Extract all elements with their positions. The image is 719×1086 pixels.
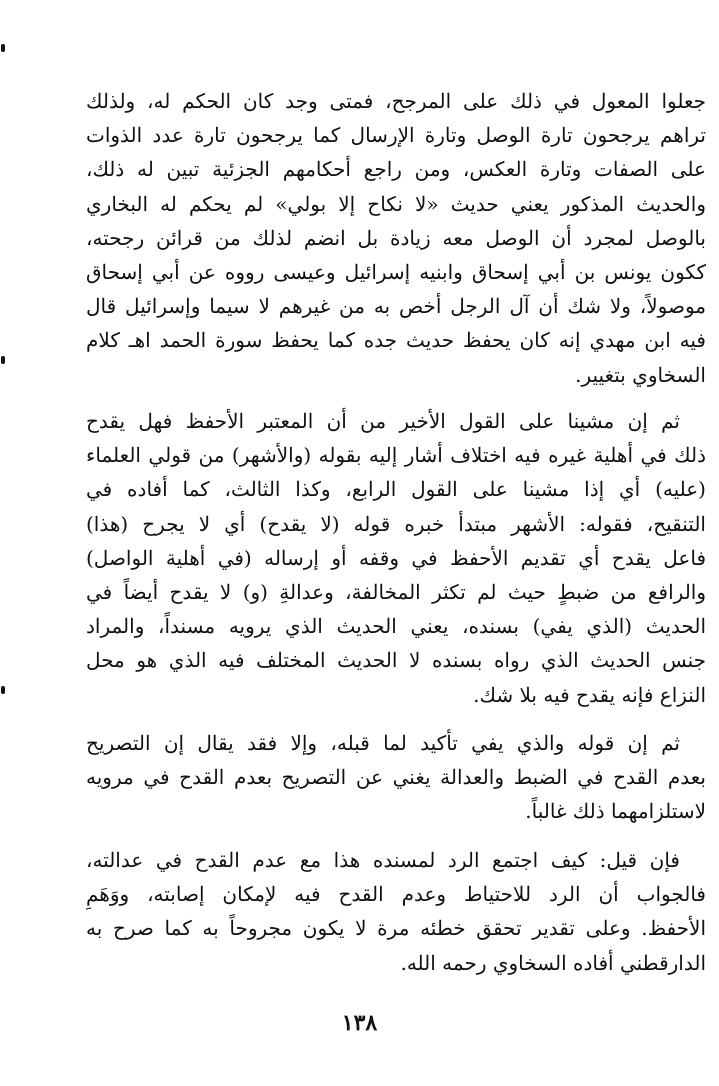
- text-line: (عليه) أي إذا مشينا على القول الرابع، وكذا الثالث، كما أفاده في: [86, 477, 706, 502]
- text-line: بعدم القدح في الضبط والعدالة يغني عن التصريح بعدم القدح في مرويه: [86, 765, 706, 790]
- text-line: بالوصل لمجرد أن الوصل معه زيادة بل انضم لذلك من قرائن رجحته،: [86, 225, 706, 250]
- paragraph-1: [86, 84, 706, 392]
- text-line: على الصفات وتارة العكس، ومن راجع أحكامهم الجزئية تبين له ذلك،: [86, 157, 706, 182]
- text-line: والرافع من ضبطٍ حيث لم تكثر المخالفة، وعدالةِ (و) لا يقدح أيضاً في: [86, 579, 706, 604]
- text-line: موصولاً، ولا شك أن آل الرجل أخص به من غيرهم لا سيما وإسرائيل قال: [86, 294, 706, 319]
- text-line: الدارقطني أفاده السخاوي رحمه الله.: [400, 950, 706, 975]
- margin-mark-lower: [1, 686, 5, 694]
- text-line: فاعل يقدح أي تقديم الأحفظ في وقفه أو إرساله (في أهلية الواصل): [86, 545, 706, 570]
- paragraph-3: [86, 726, 706, 829]
- text-line: النزاع فإنه يقدح فيه بلا شك.: [473, 682, 706, 707]
- text-line: السخاوي بتغيير.: [575, 362, 706, 387]
- text-line: ثم إن قوله والذي يفي تأكيد لما قبله، وإلا فقد يقال إن التصريح: [86, 731, 680, 755]
- page-number: ١٣٨: [341, 1010, 378, 1036]
- text-line: والحديث المذكور يعني حديث «لا نكاح إلا بولي» لم يحكم له البخاري: [86, 191, 706, 216]
- paragraph-2: [86, 404, 706, 712]
- margin-mark-top: [1, 44, 5, 52]
- text-line: فالجواب أن الرد للاحتياط وعدم القدح فيه لإمكان إصابته، ووَهَمِ: [86, 882, 706, 907]
- text-line: ككون يونس بن أبي إسحاق وابنيه إسرائيل وعيسى رووه عن أبي إسحاق: [86, 259, 706, 284]
- text-line: جنس الحديث الذي رواه بسنده لا الحديث المختلف فيه الذي هو محل: [86, 648, 706, 673]
- text-line: ثم إن مشينا على القول الأخير من أن المعتبر الأحفظ فهل يقدح: [86, 409, 680, 433]
- text-line: الأحفظ. وعلى تقدير تحقق خطئه مرة لا يكون مجروحاً به كما صرح به: [86, 916, 706, 941]
- paragraph-4: [86, 843, 706, 980]
- text-line: فإن قيل: كيف اجتمع الرد لمسنده هذا مع عدم القدح في عدالته،: [86, 848, 680, 872]
- text-line: ذلك في أهلية غيره فيه اختلاف أشار إليه بقوله (والأشهر) من قولي العلماء: [86, 443, 706, 468]
- text-line: تراهم يرجحون تارة الوصل وتارة الإرسال كما يرجحون تارة عدد الذوات: [86, 123, 706, 148]
- text-line: فيه ابن مهدي إنه كان يحفظ حديث جده كما يحفظ سورة الحمد اهـ كلام: [86, 328, 706, 353]
- text-line: جعلوا المعول في ذلك على المرجح، فمتى وجد كان الحكم له، ولذلك: [86, 89, 706, 113]
- text-line: التنقيح، فقوله: الأشهر مبتدأ خبره قوله (لا يقدح) أي لا يجرح (هذا): [86, 511, 706, 536]
- margin-mark-middle: [1, 356, 5, 364]
- text-line: الحديث (الذي يفي) بسنده، يعني الحديث الذي يرويه مسنداً، والمراد: [86, 614, 706, 639]
- text-line: لاستلزامهما ذلك غالباً.: [525, 799, 706, 824]
